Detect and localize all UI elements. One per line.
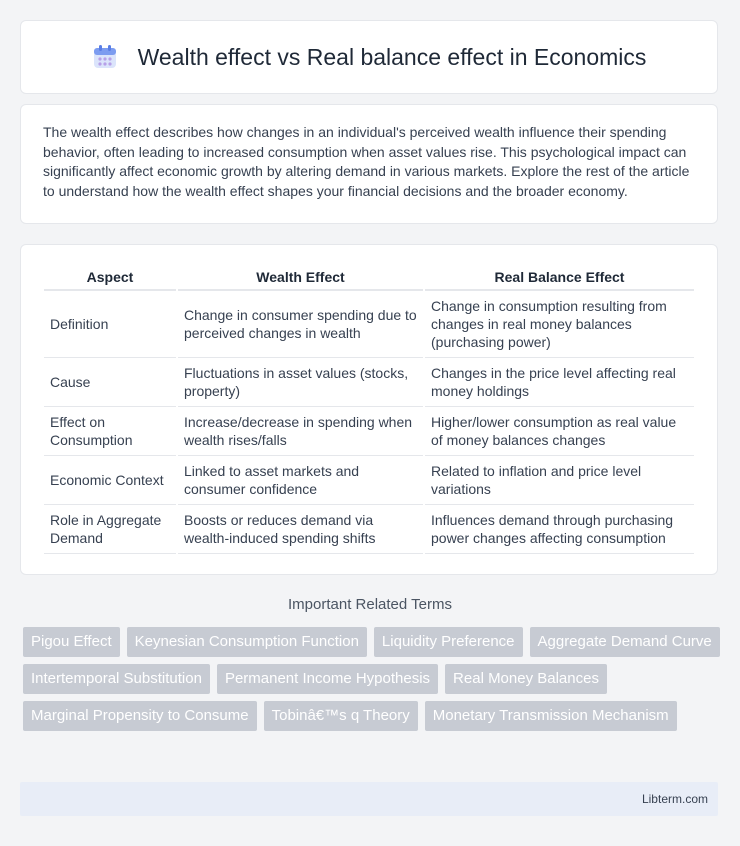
- related-term-tag[interactable]: Keynesian Consumption Function: [127, 627, 367, 657]
- intro-text: The wealth effect describes how changes in an individual's perceived wealth influence their spending behavior, often leading to increased consumption when asset values rise. This psychological impact can significantly affect economic growth by altering demand in various markets. Explore the rest of the article to understand how the wealth effect shapes your financial decisions and the broader economy.: [43, 124, 690, 199]
- header-aspect: Aspect: [44, 263, 176, 291]
- intro-card: [20, 104, 718, 224]
- table-row: [44, 407, 694, 456]
- cell-real-balance: Change in consumption resulting from changes in real money balances (purchasing power): [425, 291, 694, 358]
- related-term-tag[interactable]: Liquidity Preference: [374, 627, 523, 657]
- cell-aspect: Economic Context: [44, 456, 176, 505]
- table-row: [44, 505, 694, 554]
- table-header-row: [44, 263, 694, 291]
- related-terms-list: [23, 627, 723, 731]
- related-term-tag[interactable]: Pigou Effect: [23, 627, 120, 657]
- comparison-table: [42, 263, 696, 554]
- related-term-tag[interactable]: Monetary Transmission Mechanism: [425, 701, 677, 731]
- cell-aspect: Definition: [44, 291, 176, 358]
- table-row: [44, 456, 694, 505]
- cell-wealth: Boosts or reduces demand via wealth-induced spending shifts: [178, 505, 423, 554]
- cell-aspect: Cause: [44, 358, 176, 407]
- related-term-tag[interactable]: Tobinâ€™s q Theory: [264, 701, 418, 731]
- cell-wealth: Change in consumer spending due to perceived changes in wealth: [178, 291, 423, 358]
- cell-real-balance: Influences demand through purchasing power changes affecting consumption: [425, 505, 694, 554]
- table-row: [44, 358, 694, 407]
- calendar-icon: [92, 44, 118, 70]
- related-terms-title: Important Related Terms: [288, 596, 452, 613]
- cell-real-balance: Related to inflation and price level variations: [425, 456, 694, 505]
- header-wealth-effect: Wealth Effect: [178, 263, 423, 291]
- footer-site-link[interactable]: Libterm.com: [641, 792, 708, 806]
- cell-wealth: Linked to asset markets and consumer confidence: [178, 456, 423, 505]
- page-title: Wealth effect vs Real balance effect in Economics: [137, 43, 647, 70]
- related-term-tag[interactable]: Intertemporal Substitution: [23, 664, 210, 694]
- related-term-tag[interactable]: Real Money Balances: [445, 664, 607, 694]
- cell-real-balance: Higher/lower consumption as real value of money balances changes: [425, 407, 694, 456]
- cell-aspect: Role in Aggregate Demand: [44, 505, 176, 554]
- header-card: [20, 20, 718, 94]
- comparison-table-card: [20, 244, 718, 575]
- related-term-tag[interactable]: Marginal Propensity to Consume: [23, 701, 257, 731]
- cell-real-balance: Changes in the price level affecting real money holdings: [425, 358, 694, 407]
- footer: [20, 782, 718, 816]
- cell-wealth: Increase/decrease in spending when wealth rises/falls: [178, 407, 423, 456]
- related-term-tag[interactable]: Permanent Income Hypothesis: [217, 664, 438, 694]
- header-real-balance-effect: Real Balance Effect: [425, 263, 694, 291]
- cell-aspect: Effect on Consumption: [44, 407, 176, 456]
- cell-wealth: Fluctuations in asset values (stocks, property): [178, 358, 423, 407]
- related-term-tag[interactable]: Aggregate Demand Curve: [530, 627, 720, 657]
- table-row: [44, 291, 694, 358]
